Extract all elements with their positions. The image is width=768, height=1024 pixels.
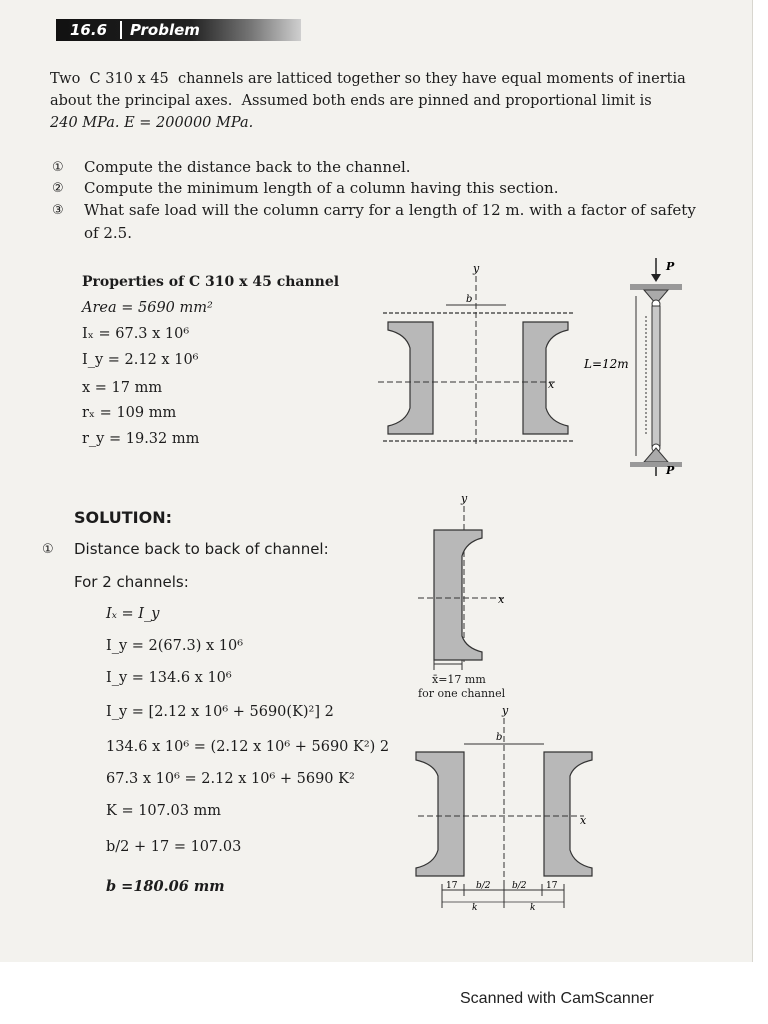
item-3-marker: ③	[52, 203, 64, 218]
statement-line-3: 240 MPa. E = 200000 MPa.	[50, 115, 254, 131]
solution-for-two-channels: For 2 channels:	[74, 573, 189, 591]
column-p-top: P	[666, 260, 675, 273]
fig3-dim-4: 17	[546, 881, 558, 891]
fig3-k-left: k	[472, 903, 478, 913]
equation-2: I_y = 2(67.3) x 10⁶	[106, 638, 244, 654]
property-x: x = 17 mm	[82, 380, 163, 396]
fig3-y-label: y	[502, 704, 509, 717]
property-ry: r_y = 19.32 mm	[82, 431, 200, 447]
item-2-marker: ②	[52, 181, 64, 196]
fig1-x-label: x	[548, 378, 555, 391]
fig3-x-label: x	[580, 814, 587, 827]
fig3-k-right: k	[530, 903, 536, 913]
statement-line-2: about the principal axes. Assumed both ends are pinned and proportional limit is	[50, 93, 652, 109]
fig1-b-label: b	[466, 294, 473, 305]
solution-step-1: Distance back to back of channel:	[74, 540, 329, 558]
problem-title: Problem	[130, 21, 200, 39]
solution-marker: ①	[42, 542, 54, 557]
item-1-text: Compute the distance back to the channel.	[84, 158, 411, 176]
problem-number: 16.6	[70, 21, 108, 39]
equation-6: 67.3 x 10⁶ = 2.12 x 10⁶ + 5690 K²	[106, 771, 355, 787]
property-area: Area = 5690 mm²	[82, 300, 213, 316]
fig3-dim-1: 17	[446, 881, 458, 891]
equation-9: b =180.06 mm	[106, 878, 225, 895]
fig1-y-label: y	[473, 262, 480, 275]
one-channel-caption: for one channel	[418, 687, 506, 700]
item-3-text: What safe load will the column carry for a length of 12 m. with a factor of safety	[84, 201, 696, 219]
fig2-y-label: y	[461, 492, 468, 505]
equation-4: I_y = [2.12 x 10⁶ + 5690(K)²] 2	[106, 704, 334, 720]
two-channels-figure	[378, 262, 578, 452]
column-length-label: L=12m	[584, 357, 629, 371]
equation-5: 134.6 x 10⁶ = (2.12 x 10⁶ + 5690 K²) 2	[106, 739, 390, 755]
item-3-continuation: of 2.5.	[84, 224, 132, 242]
fig3-b-label: b	[496, 732, 503, 743]
item-2-text: Compute the minimum length of a column having this section.	[84, 179, 559, 197]
property-ix: Iₓ = 67.3 x 10⁶	[82, 326, 190, 342]
equation-1: Iₓ = I_y	[106, 606, 160, 622]
properties-title: Properties of C 310 x 45 channel	[82, 274, 340, 290]
scanner-footer: Scanned with CamScanner	[460, 990, 654, 1007]
statement-line-1: Two C 310 x 45 channels are latticed together so they have equal moments of inertia	[50, 71, 686, 87]
solution-heading: SOLUTION:	[74, 508, 172, 527]
two-channels-dimension-figure	[388, 704, 598, 916]
header-divider	[120, 21, 122, 39]
fig3-dim-3: b/2	[512, 881, 527, 891]
property-rx: rₓ = 109 mm	[82, 405, 177, 421]
fig2-x-label: x	[498, 593, 505, 606]
property-iy: I_y = 2.12 x 10⁶	[82, 352, 199, 368]
fig3-dim-2: b/2	[476, 881, 491, 891]
equation-8: b/2 + 17 = 107.03	[106, 839, 242, 855]
item-1-marker: ①	[52, 160, 64, 175]
column-p-bottom: P	[666, 464, 675, 476]
equation-3: I_y = 134.6 x 10⁶	[106, 670, 232, 686]
xbar-label: x̄=17 mm	[432, 673, 486, 686]
equation-7: K = 107.03 mm	[106, 803, 222, 819]
column-figure	[578, 256, 698, 476]
